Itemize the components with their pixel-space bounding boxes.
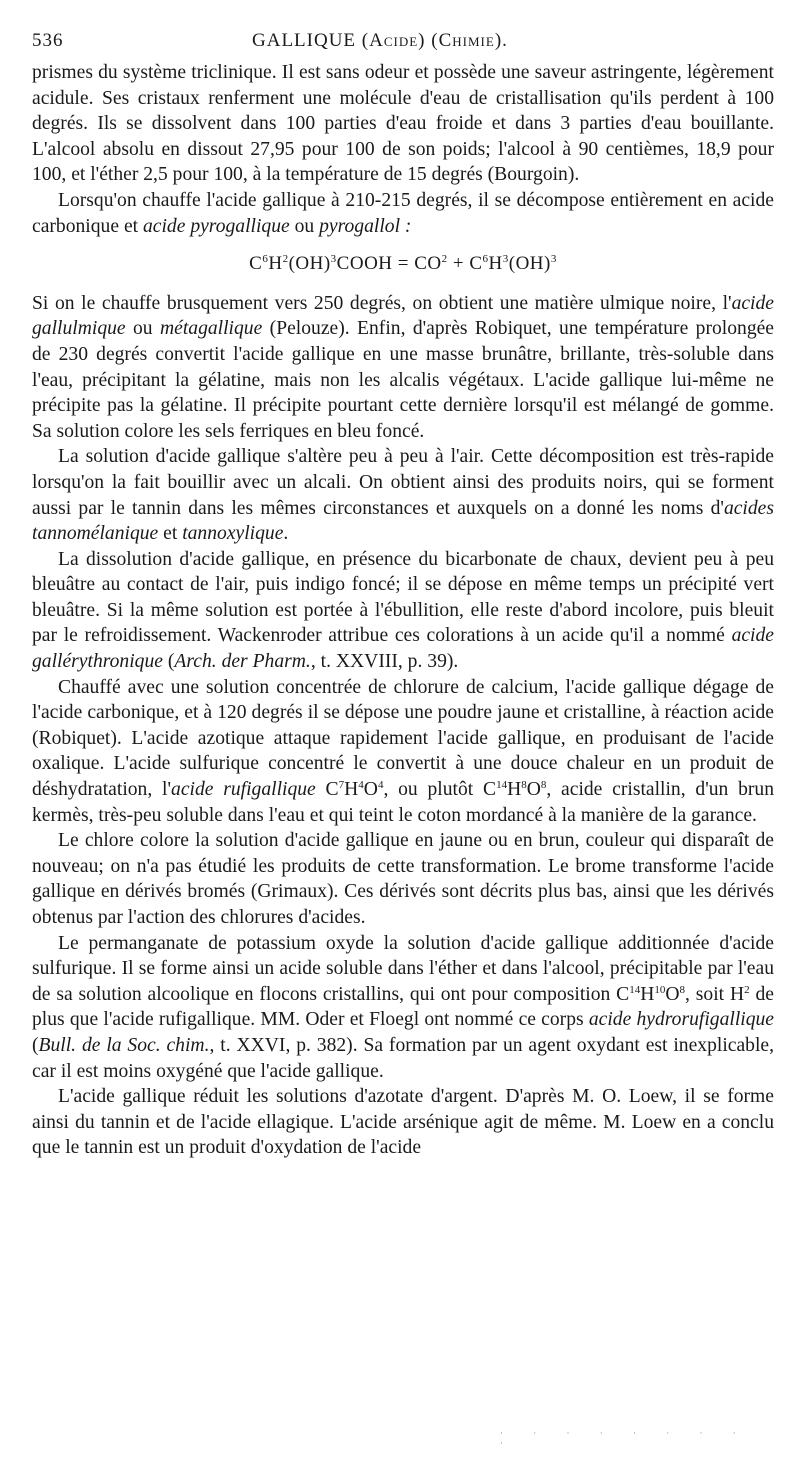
page-number: 536 — [32, 30, 64, 51]
italic-term: acide gallulmique — [32, 292, 774, 340]
formula-part: (OH) — [288, 253, 331, 275]
formula-sup: 4 — [358, 779, 364, 792]
formula-part: COOH = CO — [336, 253, 442, 275]
formula-part: H — [268, 253, 283, 275]
formula-sup: 10 — [654, 983, 666, 996]
formula-sup: 7 — [338, 779, 345, 792]
formula-sup: 2 — [744, 983, 750, 996]
running-head-acide: Acide — [369, 30, 419, 51]
chemical-equation — [32, 251, 774, 277]
text-run: ( — [162, 651, 175, 673]
italic-term: acides tannomélanique — [32, 497, 774, 545]
paragraph-6 — [32, 675, 774, 829]
paragraph-2 — [32, 188, 774, 239]
text-run: La solution d'acide gallique s'altère peu à peu à l'air. Cette décomposition est très-rapide lorsqu'on la fait bouillir avec un alcali. On obtient ainsi des produits noirs, qui se forment aussi par le tannin dans les mêmes circonstances et auxquels on a donné les noms d' — [32, 446, 774, 519]
formula-part: H — [488, 253, 503, 275]
text-run: , soit H — [685, 983, 745, 1005]
formula-part: C — [249, 253, 263, 275]
text-run: Lorsqu'on chauffe l'acide gallique à 210-215 degrés, il se décompose entièrement en acide carbonique et — [32, 189, 774, 237]
running-head-end: ). — [494, 30, 508, 51]
formula-sup: 3 — [502, 253, 509, 266]
formula-sup: 14 — [496, 779, 508, 792]
text-run: ou — [289, 215, 320, 237]
formula-sup: 8 — [540, 779, 547, 792]
text-run: , ou plutôt C — [383, 779, 497, 801]
text-run: O — [363, 779, 378, 801]
paragraph-3 — [32, 291, 774, 445]
running-head-main: GALLIQUE ( — [252, 30, 370, 51]
paragraph-8 — [32, 931, 774, 1085]
italic-term: pyrogallol : — [319, 215, 412, 237]
paragraph-4 — [32, 444, 774, 546]
text-run: , t. XXVIII, p. 39). — [310, 651, 459, 673]
text-run: ( — [32, 1034, 39, 1056]
formula-part: + C — [447, 253, 483, 275]
body-text — [32, 60, 774, 1161]
text-run: O — [665, 983, 680, 1005]
text-run: C — [315, 779, 339, 801]
running-head-chimie: Chimie — [438, 30, 495, 51]
formula-part: (OH) — [508, 253, 551, 275]
text-run: de plus que l'acide rufigallique. MM. Oder et Floegl ont nommé ce corps — [32, 983, 774, 1031]
text-run: Le permanganate de potassium oxyde la solution d'acide gallique additionnée d'acide sulfurique. Il se forme ainsi un acide soluble dans l'éther et dans l'alcool, précipitable par l'eau de sa solution alcoolique en flocons cristallins, qui ont pour composition C — [32, 932, 774, 1005]
text-run: La dissolution d'acide gallique, en présence du bicarbonate de chaux, devient peu à peu bleuâtre au contact de l'air, puis indigo foncé; il se dépose en même temps un précipité vert bleuâtre. Si la même solution est portée à l'ébullition, elle reste d'abord incolore, puis bleuit par le refroidissement. Wackenroder attribue ces colorations à un acide qu'il a nommé — [32, 548, 774, 647]
text-run: Chauffé avec une solution concentrée de chlorure de calcium, l'acide gallique dégage de l'acide carbonique, et à 120 degrés il se dépose une poudre jaune et cristalline, à réaction acide (Robiquet). L'acide azotique attaque rapidement l'acide gallique, en produisant de l'acide oxalique. L'acide sulfurique concentré le convertit à une douce chaleur en un produit de déshydratation, l' — [32, 676, 774, 801]
text-run: H — [507, 779, 522, 801]
formula-sup: 4 — [377, 779, 384, 792]
formula-sup: 14 — [629, 983, 641, 996]
text-run: , t. XXVI, p. 382). Sa formation par un agent oxydant est inexplicable, car il est moins oxygéné que l'acide gallique. — [32, 1034, 774, 1082]
formula-sup: 3 — [330, 253, 337, 266]
paragraph-1: prismes du système triclinique. Il est sans odeur et possède une saveur astringente, légèrement acidule. Ses cristaux renferment une molécule d'eau de cristallisation qu'ils perdent à 100 degrés. Ils se dissolvent dans 100 parties d'eau froide et dans 3 parties d'eau bouillante. L'alcool absolu en dissout 27,95 pour 100 de son poids; l'alcool à 90 centièmes, 18,9 pour 100, et l'éther 2,5 pour 100, à la température de 15 degrés (Bourgoin). — [32, 62, 774, 186]
italic-term: métagallique — [159, 318, 263, 340]
formula-sup: 8 — [521, 779, 527, 792]
formula-sup: 2 — [282, 253, 289, 266]
text-run: , acide cristallin, d'un brun kermès, très-peu soluble dans l'eau et qui teint le coton mordancé à la manière de la garance. — [32, 779, 775, 826]
text-run: Si on le chauffe brusquement vers 250 degrés, on obtient une matière ulmique noire, l' — [32, 292, 732, 314]
paragraph-9: L'acide gallique réduit les solutions d'azotate d'argent. D'après M. O. Loew, il se forme ainsi du tannin et de l'acide ellagique. L'acide arsénique agit de même. M. Loew en a conclu que le tannin est un produit d'oxydation de l'acide — [32, 1086, 774, 1159]
formula-sup: 2 — [441, 253, 448, 266]
formula-sup: 6 — [262, 253, 269, 266]
italic-term: acide gallérythronique — [32, 625, 774, 673]
running-head-mid: ) ( — [418, 30, 439, 51]
italic-term: acide rufigallique — [171, 779, 316, 801]
italic-citation: Arch. der Pharm. — [174, 651, 311, 673]
text-run: ou — [125, 318, 160, 340]
italic-citation: Bull. de la Soc. chim. — [38, 1034, 210, 1056]
text-run: H — [344, 779, 359, 801]
italic-term: acide hydrorufigallique — [588, 1009, 774, 1031]
text-run: . — [283, 523, 289, 545]
text-run: O — [526, 779, 541, 801]
formula-sup: 3 — [550, 253, 557, 266]
paragraph-5 — [32, 547, 774, 675]
running-head — [252, 30, 508, 52]
paragraph-7: Le chlore colore la solution d'acide gallique en jaune ou en brun, couleur qui disparaît de nouveau; on n'a pas étudié les produits de cette transformation. Le brome transforme l'acide gallique en dérivés bromés (Grimaux). Ces dérivés sont décrits plus bas, ainsi que les dérivés obtenus par l'action des chlorures d'acides. — [32, 830, 774, 928]
page-header — [32, 30, 772, 60]
text-run: (Pelouze). Enfin, d'après Robiquet, une température prolongée de 230 degrés convertit l'acide gallique en une masse brunâtre, brillante, très-soluble dans l'eau, précipitant la gélatine, mais non les alcalis végétaux. L'acide gallique lui-même ne précipite pas la gélatine. Il précipite pourtant cette dernière lorsqu'il est mélangé de gomme. Sa solution colore les sels ferriques en bleu foncé. — [32, 318, 775, 442]
formula-sup: 6 — [482, 253, 489, 266]
italic-term: acide pyrogallique — [142, 215, 290, 237]
italic-term: tannoxylique — [182, 523, 284, 545]
print-marks: · · · · · · · · · — [500, 1428, 750, 1448]
text-run: H — [640, 983, 655, 1005]
text-run: et — [158, 523, 183, 545]
formula-sup: 8 — [679, 983, 686, 996]
